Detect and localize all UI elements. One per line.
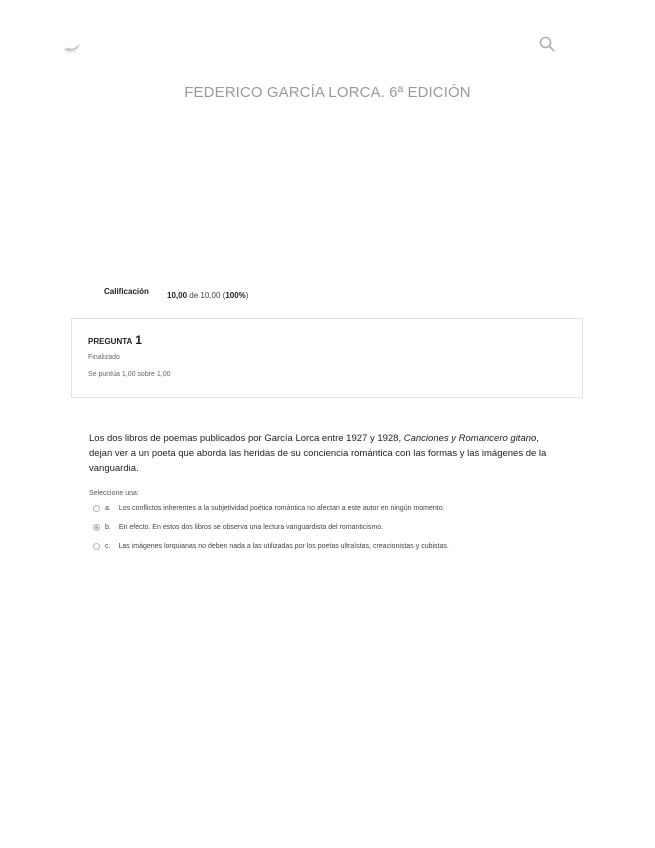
answer-prompt: Seleccione una:	[89, 490, 139, 497]
grade-percent: 100%	[225, 291, 246, 300]
search-button[interactable]	[538, 35, 556, 53]
radio-b[interactable]	[93, 524, 100, 531]
question-text-works: Canciones y Romancero gitano	[403, 433, 537, 444]
site-logo[interactable]	[62, 40, 82, 54]
question-text-start: Los dos libros de poemas publicados por García Lorca entre 1927 y 1928,	[89, 433, 404, 444]
course-title: FEDERICO GARCÍA LORCA. 6ª EDICIÓN	[184, 84, 471, 101]
grade-value: 10,00 de 10,00 (100%)	[167, 291, 249, 300]
grade-label: Calificación	[104, 287, 149, 296]
grade-score: 10,00	[167, 291, 188, 300]
option-text: Los conflictos inherentes a la subjetividad poética romántica no afectan a este autor en ningún momento.	[118, 505, 445, 512]
question-label: PREGUNTA	[88, 337, 133, 346]
radio-a[interactable]	[93, 505, 100, 512]
option-text: En efecto. En estos dos libros se observa una lectura vanguardista del romanticismo.	[118, 524, 384, 531]
option-text: Las imágenes lorquianas no deben nada a las utilizadas por los poetas ultraístas, creacionistas y cubistas.	[118, 543, 449, 550]
answer-option-a[interactable]	[93, 505, 445, 512]
radio-c[interactable]	[93, 543, 100, 550]
grade-of: de	[189, 291, 199, 300]
answer-option-c[interactable]	[93, 543, 449, 550]
question-heading	[88, 333, 142, 347]
question-info-box	[71, 318, 583, 398]
option-letter: c.	[105, 543, 111, 550]
answer-option-b[interactable]	[93, 524, 383, 531]
search-icon	[538, 35, 556, 53]
question-text-end: , dejan ver a un poeta que aborda las heridas de su conciencia romántica con las formas y las imágenes de la vanguardia.	[89, 433, 547, 474]
bird-logo-icon	[62, 40, 82, 54]
option-letter: b.	[105, 524, 111, 531]
grade-max: 10,00	[200, 291, 221, 300]
option-letter: a.	[105, 505, 111, 512]
question-number: 1	[135, 333, 142, 347]
question-grade: Se puntúa 1,00 sobre 1,00	[88, 371, 171, 378]
question-state: Finalizado	[88, 354, 120, 361]
question-text	[89, 431, 559, 476]
